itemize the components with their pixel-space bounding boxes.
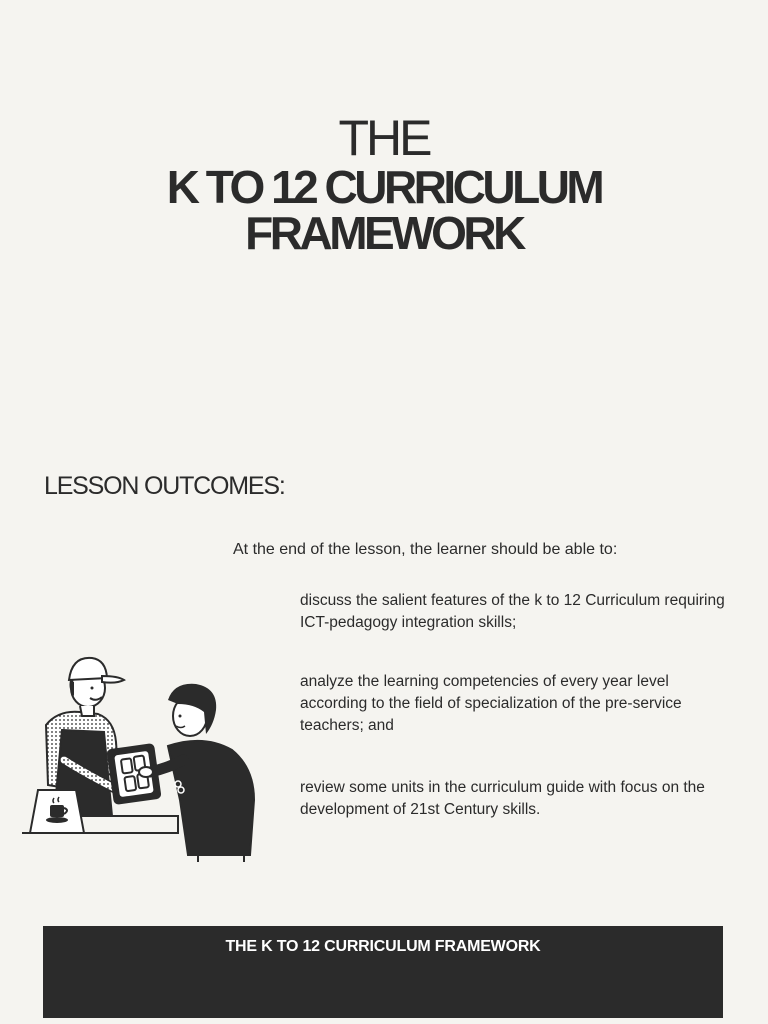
page-title bbox=[0, 110, 768, 259]
outcomes-intro: At the end of the lesson, the learner should be able to: bbox=[233, 541, 618, 558]
outcome-item-3: review some units in the curriculum guide with focus on the development of 21st Century skills. bbox=[300, 779, 705, 818]
barista-customer-illustration-icon bbox=[18, 650, 268, 865]
title-line-k-to-12: K TO 12 CURRICULUM bbox=[166, 161, 602, 213]
outcome-item-1: discuss the salient features of the k to 12 Curriculum requiring ICT-pedagogy integration skills; bbox=[300, 592, 725, 631]
title-line-framework: FRAMEWORK bbox=[245, 207, 523, 259]
outcome-item-2: analyze the learning competencies of every year level according to the field of specialization of the pre-service teachers; and bbox=[300, 673, 682, 734]
title-line-the: THE bbox=[338, 110, 430, 166]
footer-band bbox=[43, 926, 723, 1018]
footer-title: THE K TO 12 CURRICULUM FRAMEWORK bbox=[225, 938, 541, 955]
lesson-outcomes-heading: LESSON OUTCOMES: bbox=[44, 472, 285, 500]
